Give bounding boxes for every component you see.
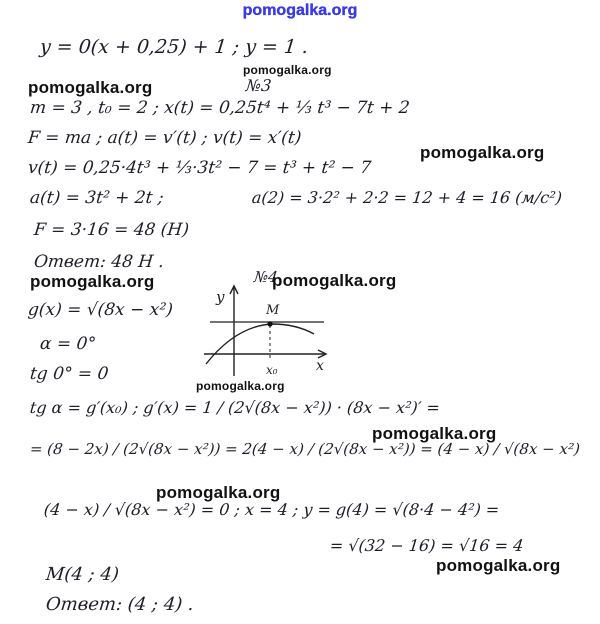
derivative-zero-solution: (4 − x) / √(8x − x²) = 0 ; x = 4 ; y = g(4) = √(8·4 − 4²) = — [43, 500, 501, 519]
equation-tangent-line: y = 0(x + 0,25) + 1 ; y = 1 . — [38, 36, 310, 58]
watermark[interactable]: pomogalka.org — [196, 379, 285, 393]
derivative-setup: tg α = g′(x₀) ; g′(x) = 1 / (2√(8x − x²)) · (8x − x²)′ = — [29, 398, 441, 417]
watermark[interactable]: pomogalka.org — [436, 556, 561, 575]
point-m-dot — [267, 321, 272, 326]
tangent-of-zero: tg 0° = 0 — [28, 364, 110, 384]
graph-y-label: y — [216, 288, 225, 306]
graph-x0-label: x₀ — [266, 363, 278, 377]
sqrt-evaluation: = √(32 − 16) = √16 = 4 — [329, 536, 525, 555]
force-calculation: F = 3·16 = 48 (H) — [32, 220, 190, 240]
watermark[interactable]: pomogalka.org — [243, 63, 332, 77]
derivative-simplification: = (8 − 2x) / (2√(8x − x²)) = 2(4 − x) / (2√(8x − x²)) = (4 − x) / √(8x − x²) — [29, 440, 581, 458]
given-mass-time-position: m = 3 , t₀ = 2 ; x(t) = 0,25t⁴ + ⅓ t³ − 7t + 2 — [28, 98, 411, 118]
function-g-definition: g(x) = √(8x − x²) — [26, 300, 174, 320]
watermark[interactable]: pomogalka.org — [30, 272, 155, 291]
graph-x-label: x — [316, 358, 324, 374]
graph-point-label: M — [266, 303, 280, 318]
watermark[interactable]: pomogalka.org — [372, 424, 497, 443]
problem-number-4: №4 — [253, 268, 279, 286]
watermark[interactable]: pomogalka.org — [420, 143, 545, 162]
velocity-derivation: v(t) = 0,25·4t³ + ⅓·3t² − 7 = t³ + t² − 7 — [26, 158, 373, 178]
acceleration-function: a(t) = 3t² + 2t ; — [28, 188, 165, 208]
watermark-top[interactable]: pomogalka.org — [242, 2, 358, 19]
acceleration-at-2: a(2) = 3·2² + 2·2 = 12 + 4 = 16 (м/с²) — [251, 188, 563, 207]
problem-number-3: №3 — [245, 76, 273, 95]
newton-law-relations: F = ma ; a(t) = v′(t) ; v(t) = x′(t) — [26, 128, 303, 148]
watermark[interactable]: pomogalka.org — [272, 271, 397, 290]
watermark[interactable]: pomogalka.org — [156, 483, 281, 502]
watermark[interactable]: pomogalka.org — [28, 78, 153, 97]
answer-problem-4: Ответ: (4 ; 4) . — [44, 594, 195, 615]
angle-alpha-zero: α = 0° — [38, 334, 97, 354]
tangent-graph-sketch — [196, 278, 336, 378]
answer-problem-3: Ответ: 48 H . — [32, 252, 165, 272]
point-M: M(4 ; 4) — [44, 564, 120, 585]
